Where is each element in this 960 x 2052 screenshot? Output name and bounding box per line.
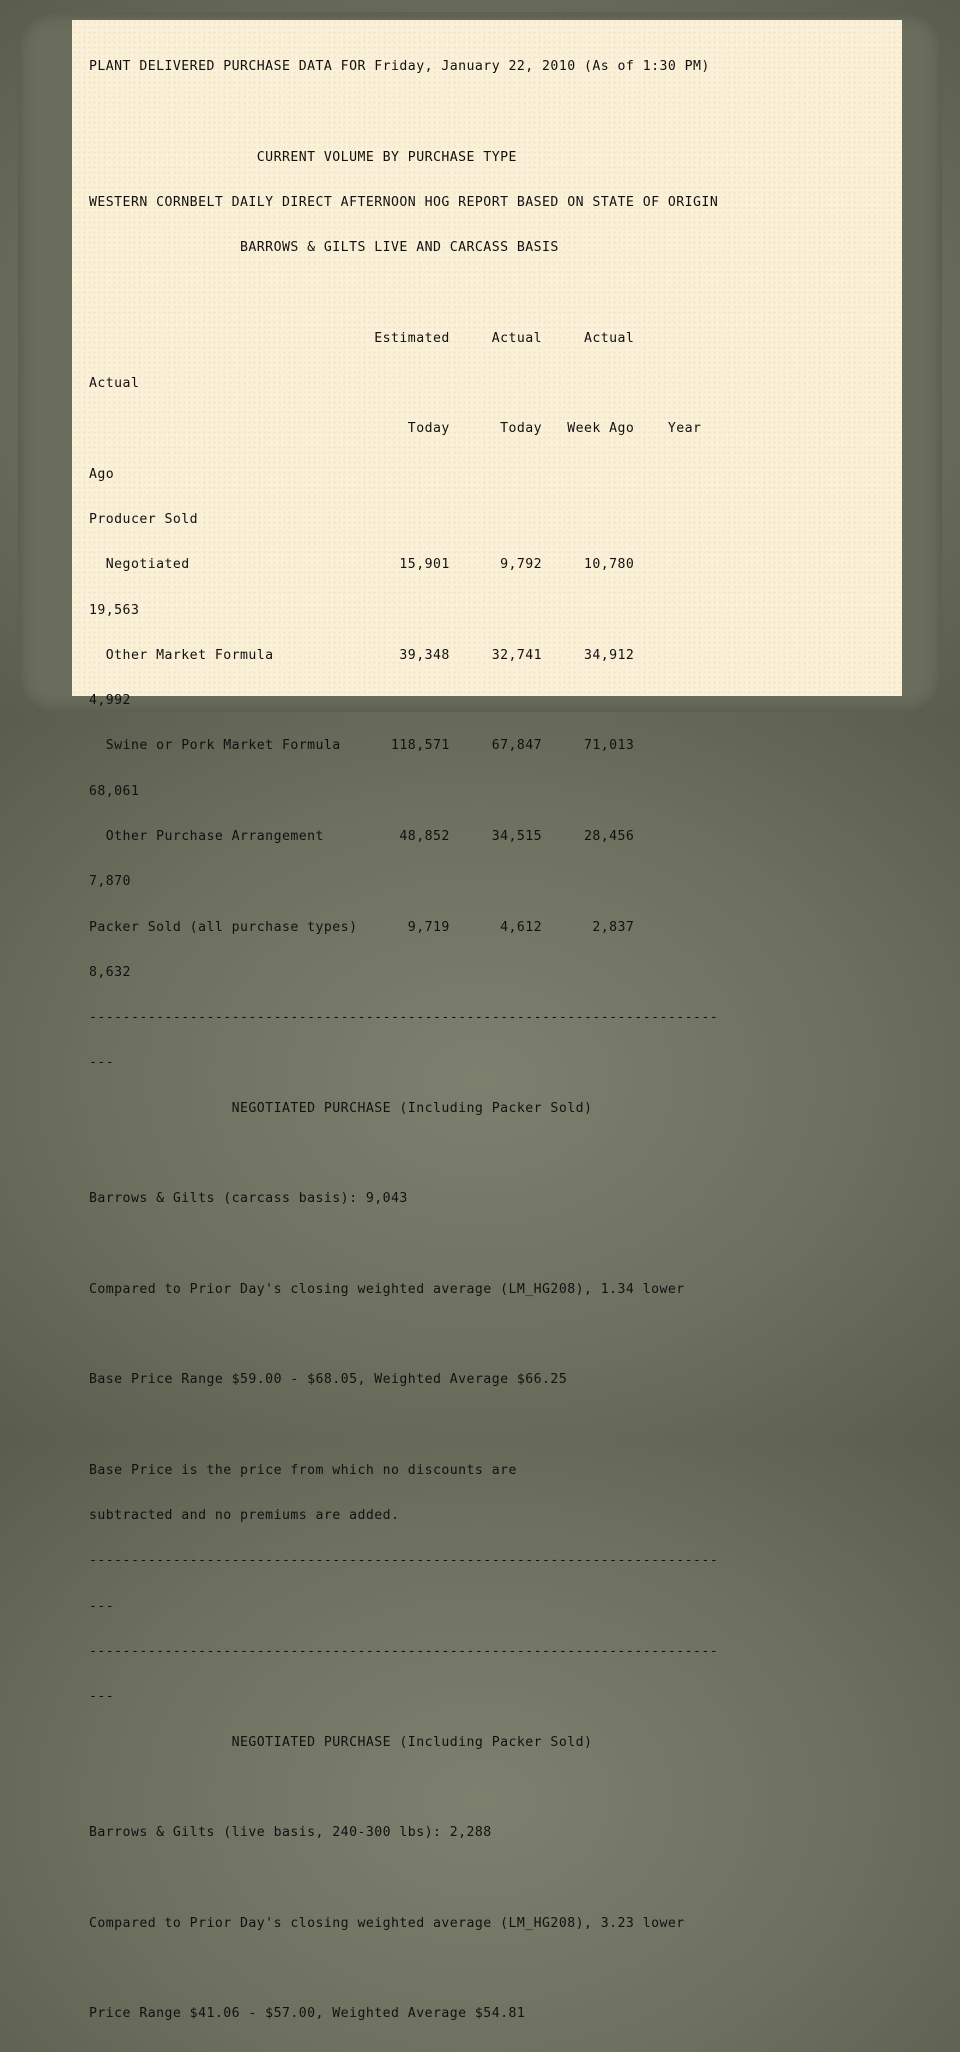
blank-line — [89, 1237, 718, 1252]
table-group-label: Producer Sold — [89, 512, 199, 527]
blank-line — [89, 104, 718, 119]
table-header-wrap: Actual — [89, 376, 140, 392]
report-basis-line: BARROWS & GILTS LIVE AND CARCASS BASIS — [89, 240, 559, 256]
live-comparison-line: Compared to Prior Day's closing weighted average (LM_HG208), 3.23 lower — [89, 1915, 685, 1931]
table-row: Other Market Formula 39,348 32,741 34,912 — [89, 647, 635, 663]
table-row-wrap: 8,632 — [89, 964, 131, 980]
live-price-range-line: Price Range $41.06 - $57.00, Weighted Average $54.81 — [89, 2006, 526, 2022]
dashed-divider-wrap: --- — [89, 1598, 115, 1614]
carcass-comparison-line: Compared to Prior Day's closing weighted average (LM_HG208), 1.34 lower — [89, 1281, 685, 1297]
table-row-wrap: 7,870 — [89, 874, 131, 890]
report-subtitle-line: WESTERN CORNBELT DAILY DIRECT AFTERNOON HOG REPORT BASED ON STATE OF ORIGIN — [89, 195, 719, 211]
dashed-divider: --------------------------------------------------------------------------- — [89, 1553, 719, 1569]
report-title-line: PLANT DELIVERED PURCHASE DATA FOR Friday, January 22, 2010 (As of 1:30 PM) — [89, 59, 710, 75]
blank-line — [89, 1418, 718, 1433]
base-price-note-line: subtracted and no premiums are added. — [89, 1508, 400, 1524]
dashed-divider-wrap: --- — [89, 1689, 115, 1705]
section-heading-negotiated: NEGOTIATED PURCHASE (Including Packer Sold) — [89, 1100, 593, 1116]
blank-line — [89, 1327, 718, 1342]
table-header-line: Today Today Week Ago Year — [89, 421, 702, 437]
blank-line — [89, 1870, 718, 1885]
dashed-divider-wrap: --- — [89, 1055, 115, 1071]
dashed-divider: --------------------------------------------------------------------------- — [89, 1010, 719, 1026]
live-volume-line: Barrows & Gilts (live basis, 240-300 lbs): 2,288 — [89, 1825, 492, 1841]
report-paper — [72, 20, 902, 2022]
table-row-wrap: 19,563 — [89, 602, 140, 618]
blank-line — [89, 286, 718, 301]
table-header-wrap: Ago — [89, 466, 115, 482]
hog-report-text — [89, 29, 718, 2052]
table-header-line: Estimated Actual Actual — [89, 330, 635, 346]
blank-line — [89, 1961, 718, 1976]
blank-line — [89, 1146, 718, 1161]
section-heading-negotiated: NEGOTIATED PURCHASE (Including Packer Sold) — [89, 1734, 593, 1750]
table-row: Other Purchase Arrangement 48,852 34,515 28,456 — [89, 828, 635, 844]
carcass-price-range-line: Base Price Range $59.00 - $68.05, Weighted Average $66.25 — [89, 1372, 568, 1388]
section-heading-volume: CURRENT VOLUME BY PURCHASE TYPE — [89, 149, 517, 165]
blank-line — [89, 1780, 718, 1795]
table-row: Packer Sold (all purchase types) 9,719 4,612 2,837 — [89, 919, 635, 935]
table-row: Negotiated 15,901 9,792 10,780 — [89, 557, 635, 573]
dashed-divider: --------------------------------------------------------------------------- — [89, 1644, 719, 1660]
carcass-volume-line: Barrows & Gilts (carcass basis): 9,043 — [89, 1191, 408, 1207]
table-row: Swine or Pork Market Formula 118,571 67,847 71,013 — [89, 738, 635, 754]
table-row-wrap: 68,061 — [89, 783, 140, 799]
base-price-note-line: Base Price is the price from which no discounts are — [89, 1462, 517, 1478]
table-row-wrap: 4,992 — [89, 693, 131, 709]
